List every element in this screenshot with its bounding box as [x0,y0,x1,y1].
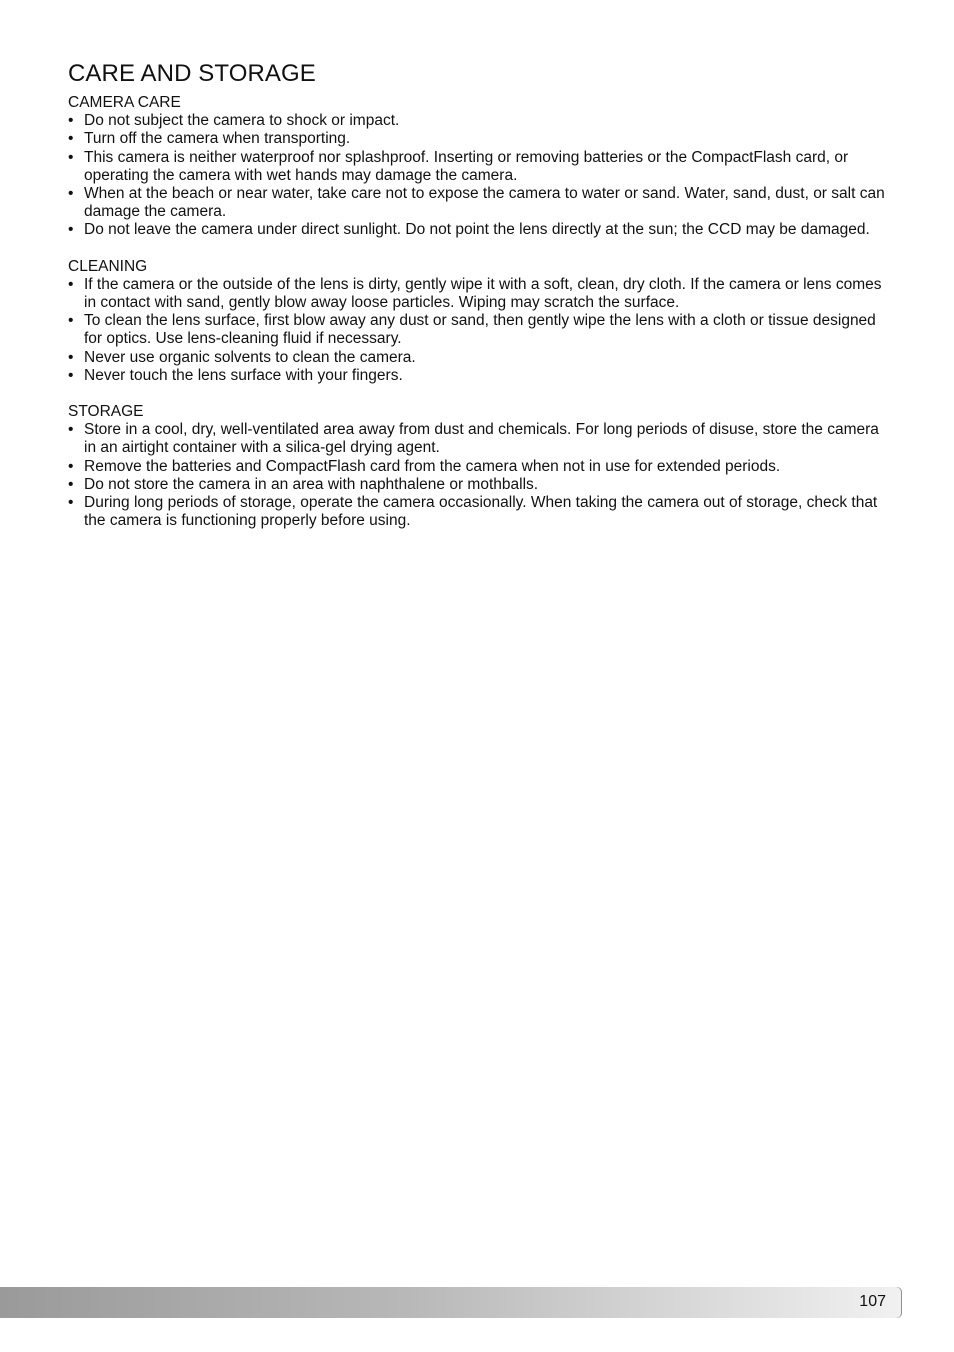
bullet-icon: • [68,366,74,384]
list-item-text: Turn off the camera when transporting. [84,130,351,148]
list-item-text: Never use organic solvents to clean the camera. [84,348,416,366]
cleaning-list [68,276,890,385]
bullet-icon: • [68,275,74,293]
list-item [68,185,890,221]
list-item [68,312,890,348]
document-content [68,58,890,548]
list-item-text: If the camera or the outside of the lens is dirty, gently wipe it with a soft, clean, dry cloth. If the camera or lens comes in contact with sand, gently blow away loose particles. Wiping may scratch the surface. [84,275,882,312]
list-item-text: Do not store the camera in an area with naphthalene or mothballs. [84,475,539,493]
list-item [68,349,890,367]
list-item-text: Store in a cool, dry, well-ventilated area away from dust and chemicals. For long periods of disuse, store the camera in an airtight container with a silica-gel drying agent. [84,421,879,457]
list-item [68,112,890,130]
list-item [68,494,890,530]
list-item-text: When at the beach or near water, take care not to expose the camera to water or sand. Water, sand, dust, or salt can damage the camera. [84,185,885,221]
bullet-icon: • [68,421,74,439]
list-item [68,221,890,239]
camera-care-section [68,94,890,240]
list-item-text: During long periods of storage, operate the camera occasionally. When taking the camera out of storage, check that the camera is functioning properly before using. [84,494,878,530]
list-item-text: Never touch the lens surface with your fingers. [84,366,403,384]
bullet-icon: • [68,348,74,366]
bullet-icon: • [68,148,74,166]
list-item [68,421,890,457]
list-item [68,458,890,476]
list-item-text: Remove the batteries and CompactFlash card from the camera when not in use for extended periods. [84,457,781,475]
list-item [68,476,890,494]
cleaning-section [68,258,890,385]
camera-care-list [68,112,890,239]
list-item-text: Do not leave the camera under direct sunlight. Do not point the lens directly at the sun; the CCD may be damaged. [84,221,870,239]
list-item [68,149,890,185]
bullet-icon: • [68,130,74,148]
bullet-icon: • [68,185,74,203]
list-item-text: Do not subject the camera to shock or impact. [84,112,400,130]
bullet-icon: • [68,221,74,239]
cleaning-heading: CLEANING [68,257,148,275]
storage-section [68,403,890,530]
list-item [68,367,890,385]
camera-care-heading: CAMERA CARE [68,94,181,111]
storage-list [68,421,890,530]
list-item [68,276,890,312]
bullet-icon: • [68,475,74,493]
list-item-text: This camera is neither waterproof nor splashproof. Inserting or removing batteries or the CompactFlash card, or operating the camera with wet hands may damage the camera. [84,148,849,184]
list-item [68,130,890,148]
list-item-text: To clean the lens surface, first blow away any dust or sand, then gently wipe the lens with a cloth or tissue designed for optics. Use lens-cleaning fluid if necessary. [84,312,876,348]
bullet-icon: • [68,457,74,475]
bullet-icon: • [68,494,74,512]
page-number: 107 [859,1293,886,1310]
page-title: CARE AND STORAGE [68,60,316,87]
storage-heading: STORAGE [68,403,144,421]
page-footer-bar [0,1287,902,1318]
bullet-icon: • [68,312,74,330]
bullet-icon: • [68,112,74,130]
